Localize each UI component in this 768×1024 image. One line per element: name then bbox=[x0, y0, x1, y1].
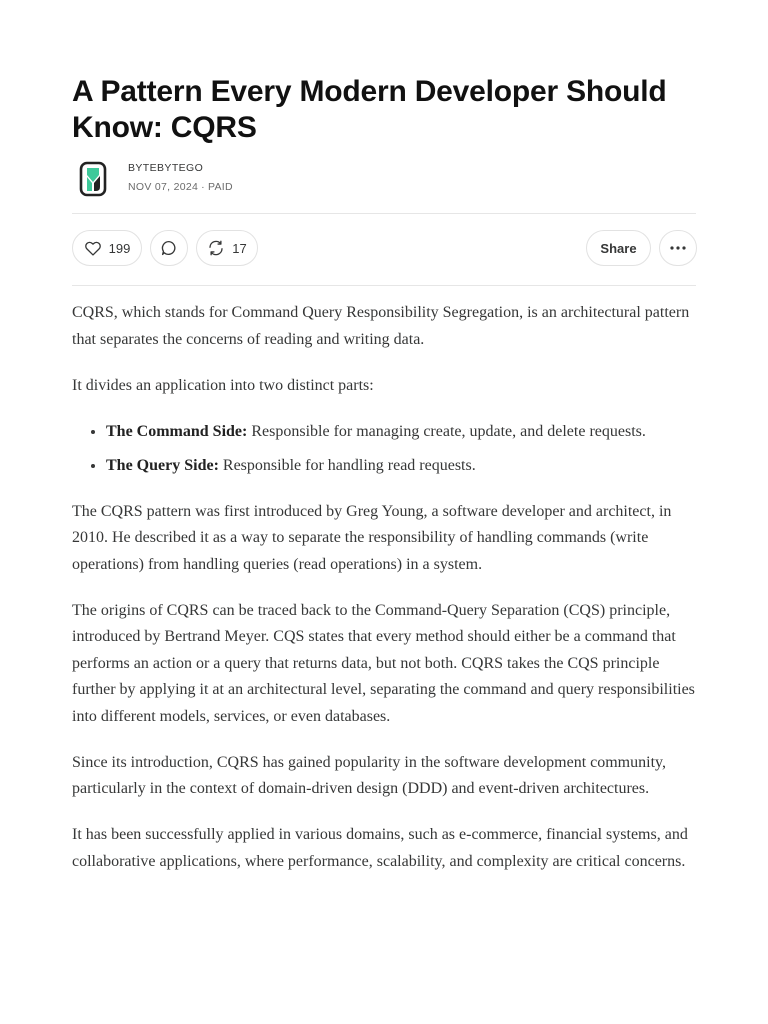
divider bbox=[72, 213, 696, 214]
paragraph: The CQRS pattern was first introduced by Greg Young, a software developer and architect, in 2010. He described it as a way to separate the responsibility of handling commands (write operations) from handling queries (read operations) in a system. bbox=[72, 502, 672, 573]
restack-button[interactable] bbox=[196, 230, 258, 266]
like-button[interactable] bbox=[72, 230, 142, 266]
bytebytego-logo-icon bbox=[78, 160, 112, 198]
article-title: A Pattern Every Modern Developer Should Know: CQRS bbox=[72, 75, 667, 144]
bullet-list bbox=[72, 419, 702, 480]
access-badge: PAID bbox=[207, 181, 233, 193]
paragraph: Since its introduction, CQRS has gained popularity in the software development community, particularly in the context of domain-driven design (DDD) and event-driven architectures. bbox=[72, 753, 666, 797]
comment-bubble-icon bbox=[160, 239, 178, 257]
restack-count: 17 bbox=[232, 240, 247, 256]
like-count: 199 bbox=[108, 240, 131, 256]
post-meta bbox=[128, 181, 233, 193]
list-item-text: Responsible for handling read requests. bbox=[218, 457, 476, 474]
more-options-button[interactable] bbox=[659, 230, 697, 266]
restack-arrows-icon bbox=[207, 239, 225, 257]
list-item bbox=[106, 453, 702, 480]
author-avatar[interactable] bbox=[78, 160, 112, 198]
paragraph: It divides an application into two distinct parts: bbox=[72, 376, 374, 394]
ellipsis-icon bbox=[669, 245, 687, 251]
list-item-term: The Query Side: bbox=[106, 457, 219, 474]
paragraph: CQRS, which stands for Command Query Responsibility Segregation, is an architectural pattern that separates the concerns of reading and writing data. bbox=[72, 304, 690, 348]
byline bbox=[72, 160, 696, 200]
article-body bbox=[72, 300, 702, 895]
list-item-term: The Command Side: bbox=[106, 422, 248, 440]
post-date: NOV 07, 2024 bbox=[128, 181, 199, 193]
paragraph: The origins of CQRS can be traced back to the Command-Query Separation (CQS) principle, introduced by Bertrand Meyer. CQS states that every method should either be a command that performs an action or a query that returns data, but not both. CQRS takes the CQS principle further by applying it at an architectural level, separating the command and query responsibilities into different models, services, or even databases. bbox=[72, 601, 695, 725]
share-button[interactable]: Share bbox=[586, 230, 651, 266]
meta-separator: · bbox=[201, 181, 205, 193]
author-name[interactable]: BYTEBYTEGO bbox=[128, 162, 204, 174]
comment-button[interactable] bbox=[150, 230, 188, 266]
list-item bbox=[106, 419, 702, 446]
heart-icon bbox=[84, 240, 102, 256]
divider bbox=[72, 285, 696, 286]
paragraph: It has been successfully applied in various domains, such as e-commerce, financial systems, and collaborative applications, where performance, scalability, and complexity are critical concerns. bbox=[72, 826, 688, 870]
list-item-text: Responsible for managing create, update, and delete requests. bbox=[247, 422, 646, 440]
post-actions-bar bbox=[72, 230, 696, 268]
